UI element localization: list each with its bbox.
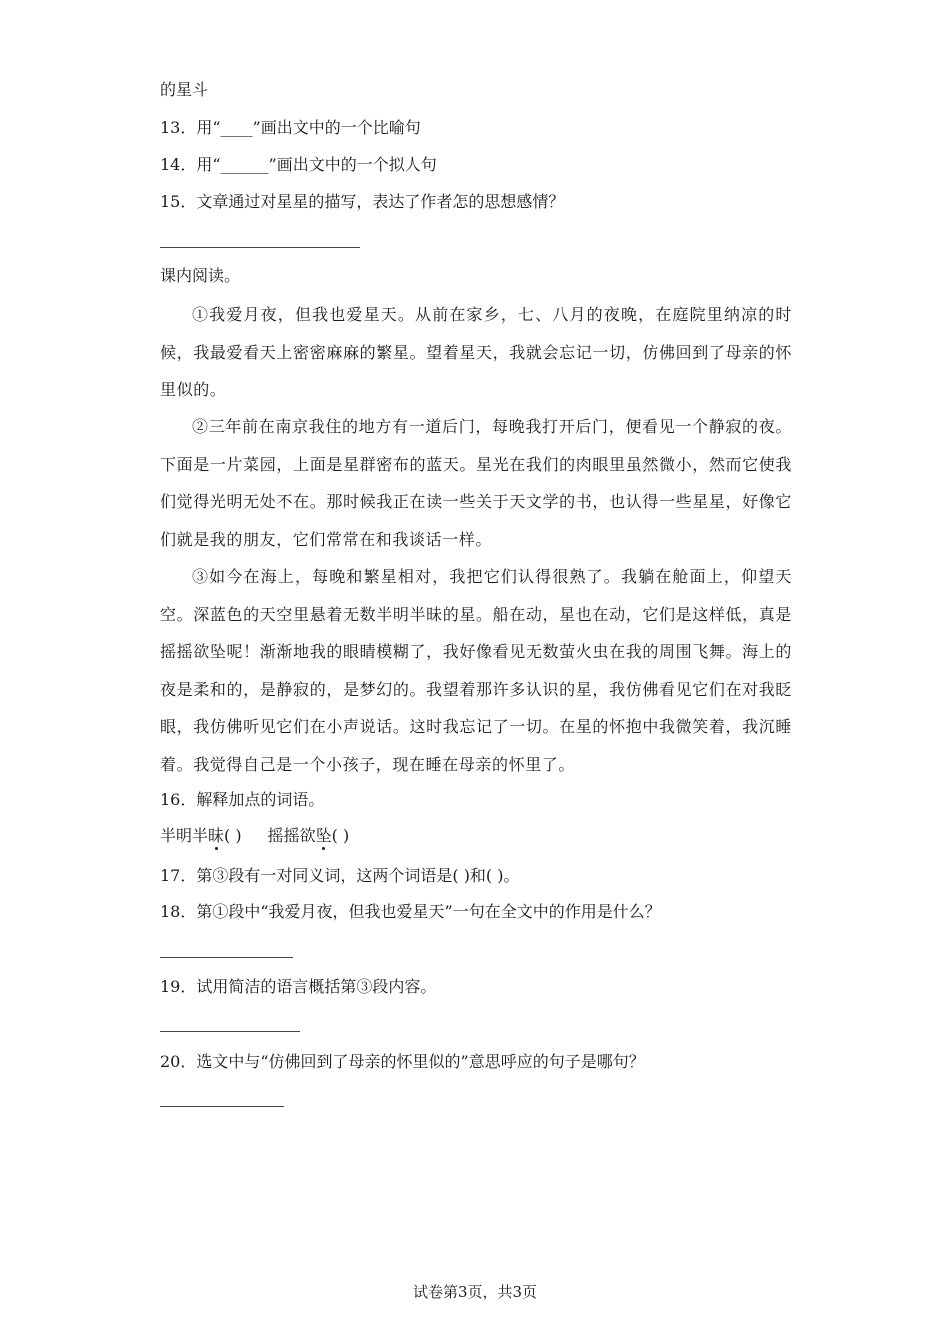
passage-paragraph-2: ②三年前在南京我住的地方有一道后门，每晚我打开后门，便看见一个静寂的夜。下面是一片菜园，上面是星群密布的蓝天。星光在我们的肉眼里虽然微小，然而它使我们觉得光明无处不在。那时候我正在读一些关于天文学的书，也认得一些星星，好像它们就是我的朋友，它们常常在和我谈话一样。 bbox=[160, 417, 792, 549]
page-footer: 试卷第3页，共3页 bbox=[412, 1283, 538, 1301]
question-13: 13．用“____”画出文中的一个比喻句 bbox=[160, 118, 421, 137]
answer-line-15[interactable] bbox=[160, 247, 360, 248]
question-20: 20．选文中与“仿佛回到了母亲的怀里似的”意思呼应的句子是哪句？ bbox=[160, 1052, 645, 1071]
question-16: 16．解释加点的词语。 bbox=[160, 790, 325, 809]
word2-prefix: 摇摇欲 bbox=[267, 826, 316, 845]
continuation-text: 的星斗 bbox=[160, 80, 209, 99]
passage-paragraph-3: ③如今在海上，每晚和繁星相对，我把它们认得很熟了。我躺在舱面上，仰望天空。深蓝色的天空里悬着无数半明半昧的星。船在动，星也在动，它们是这样低，真是摇摇欲坠呢！渐渐地我的眼睛模糊了，我好像看见无数萤火虫在我的周围飞舞。海上的夜是柔和的，是静寂的，是梦幻的。我望着那许多认识的星，我仿佛看见它们在对我眨眼，我仿佛听见它们在小声说话。这时我忘记了一切。在星的怀抱中我微笑着，我沉睡着。我觉得自己是一个小孩子，现在睡在母亲的怀里了。 bbox=[160, 567, 792, 774]
word1-dotted-char: 昧 bbox=[208, 826, 225, 845]
answer-line-20[interactable] bbox=[160, 1106, 284, 1107]
word1-blank[interactable]: ( ) bbox=[224, 826, 242, 845]
question-17: 17．第③段有一对同义词，这两个词语是( )和( )。 bbox=[160, 866, 520, 885]
question-16-words bbox=[160, 826, 349, 846]
word2-blank[interactable]: ( ) bbox=[331, 826, 350, 845]
answer-line-18[interactable] bbox=[160, 957, 293, 958]
word2-dotted-char: 坠 bbox=[315, 826, 332, 845]
question-15: 15．文章通过对星星的描写，表达了作者怎的思想感情？ bbox=[160, 192, 565, 211]
section-heading: 课内阅读。 bbox=[160, 266, 241, 285]
question-19: 19．试用简洁的语言概括第③段内容。 bbox=[160, 977, 437, 996]
answer-line-19[interactable] bbox=[160, 1031, 300, 1032]
question-18: 18．第①段中“我爱月夜，但我也爱星天”一句在全文中的作用是什么？ bbox=[160, 902, 661, 921]
word1-prefix: 半明半 bbox=[160, 826, 209, 845]
question-14: 14．用“______”画出文中的一个拟人句 bbox=[160, 155, 437, 174]
passage-paragraph-1: ①我爱月夜，但我也爱星天。从前在家乡，七、八月的夜晚，在庭院里纳凉的时候，我最爱看天上密密麻麻的繁星。望着星天，我就会忘记一切，仿佛回到了母亲的怀里似的。 bbox=[160, 305, 792, 399]
